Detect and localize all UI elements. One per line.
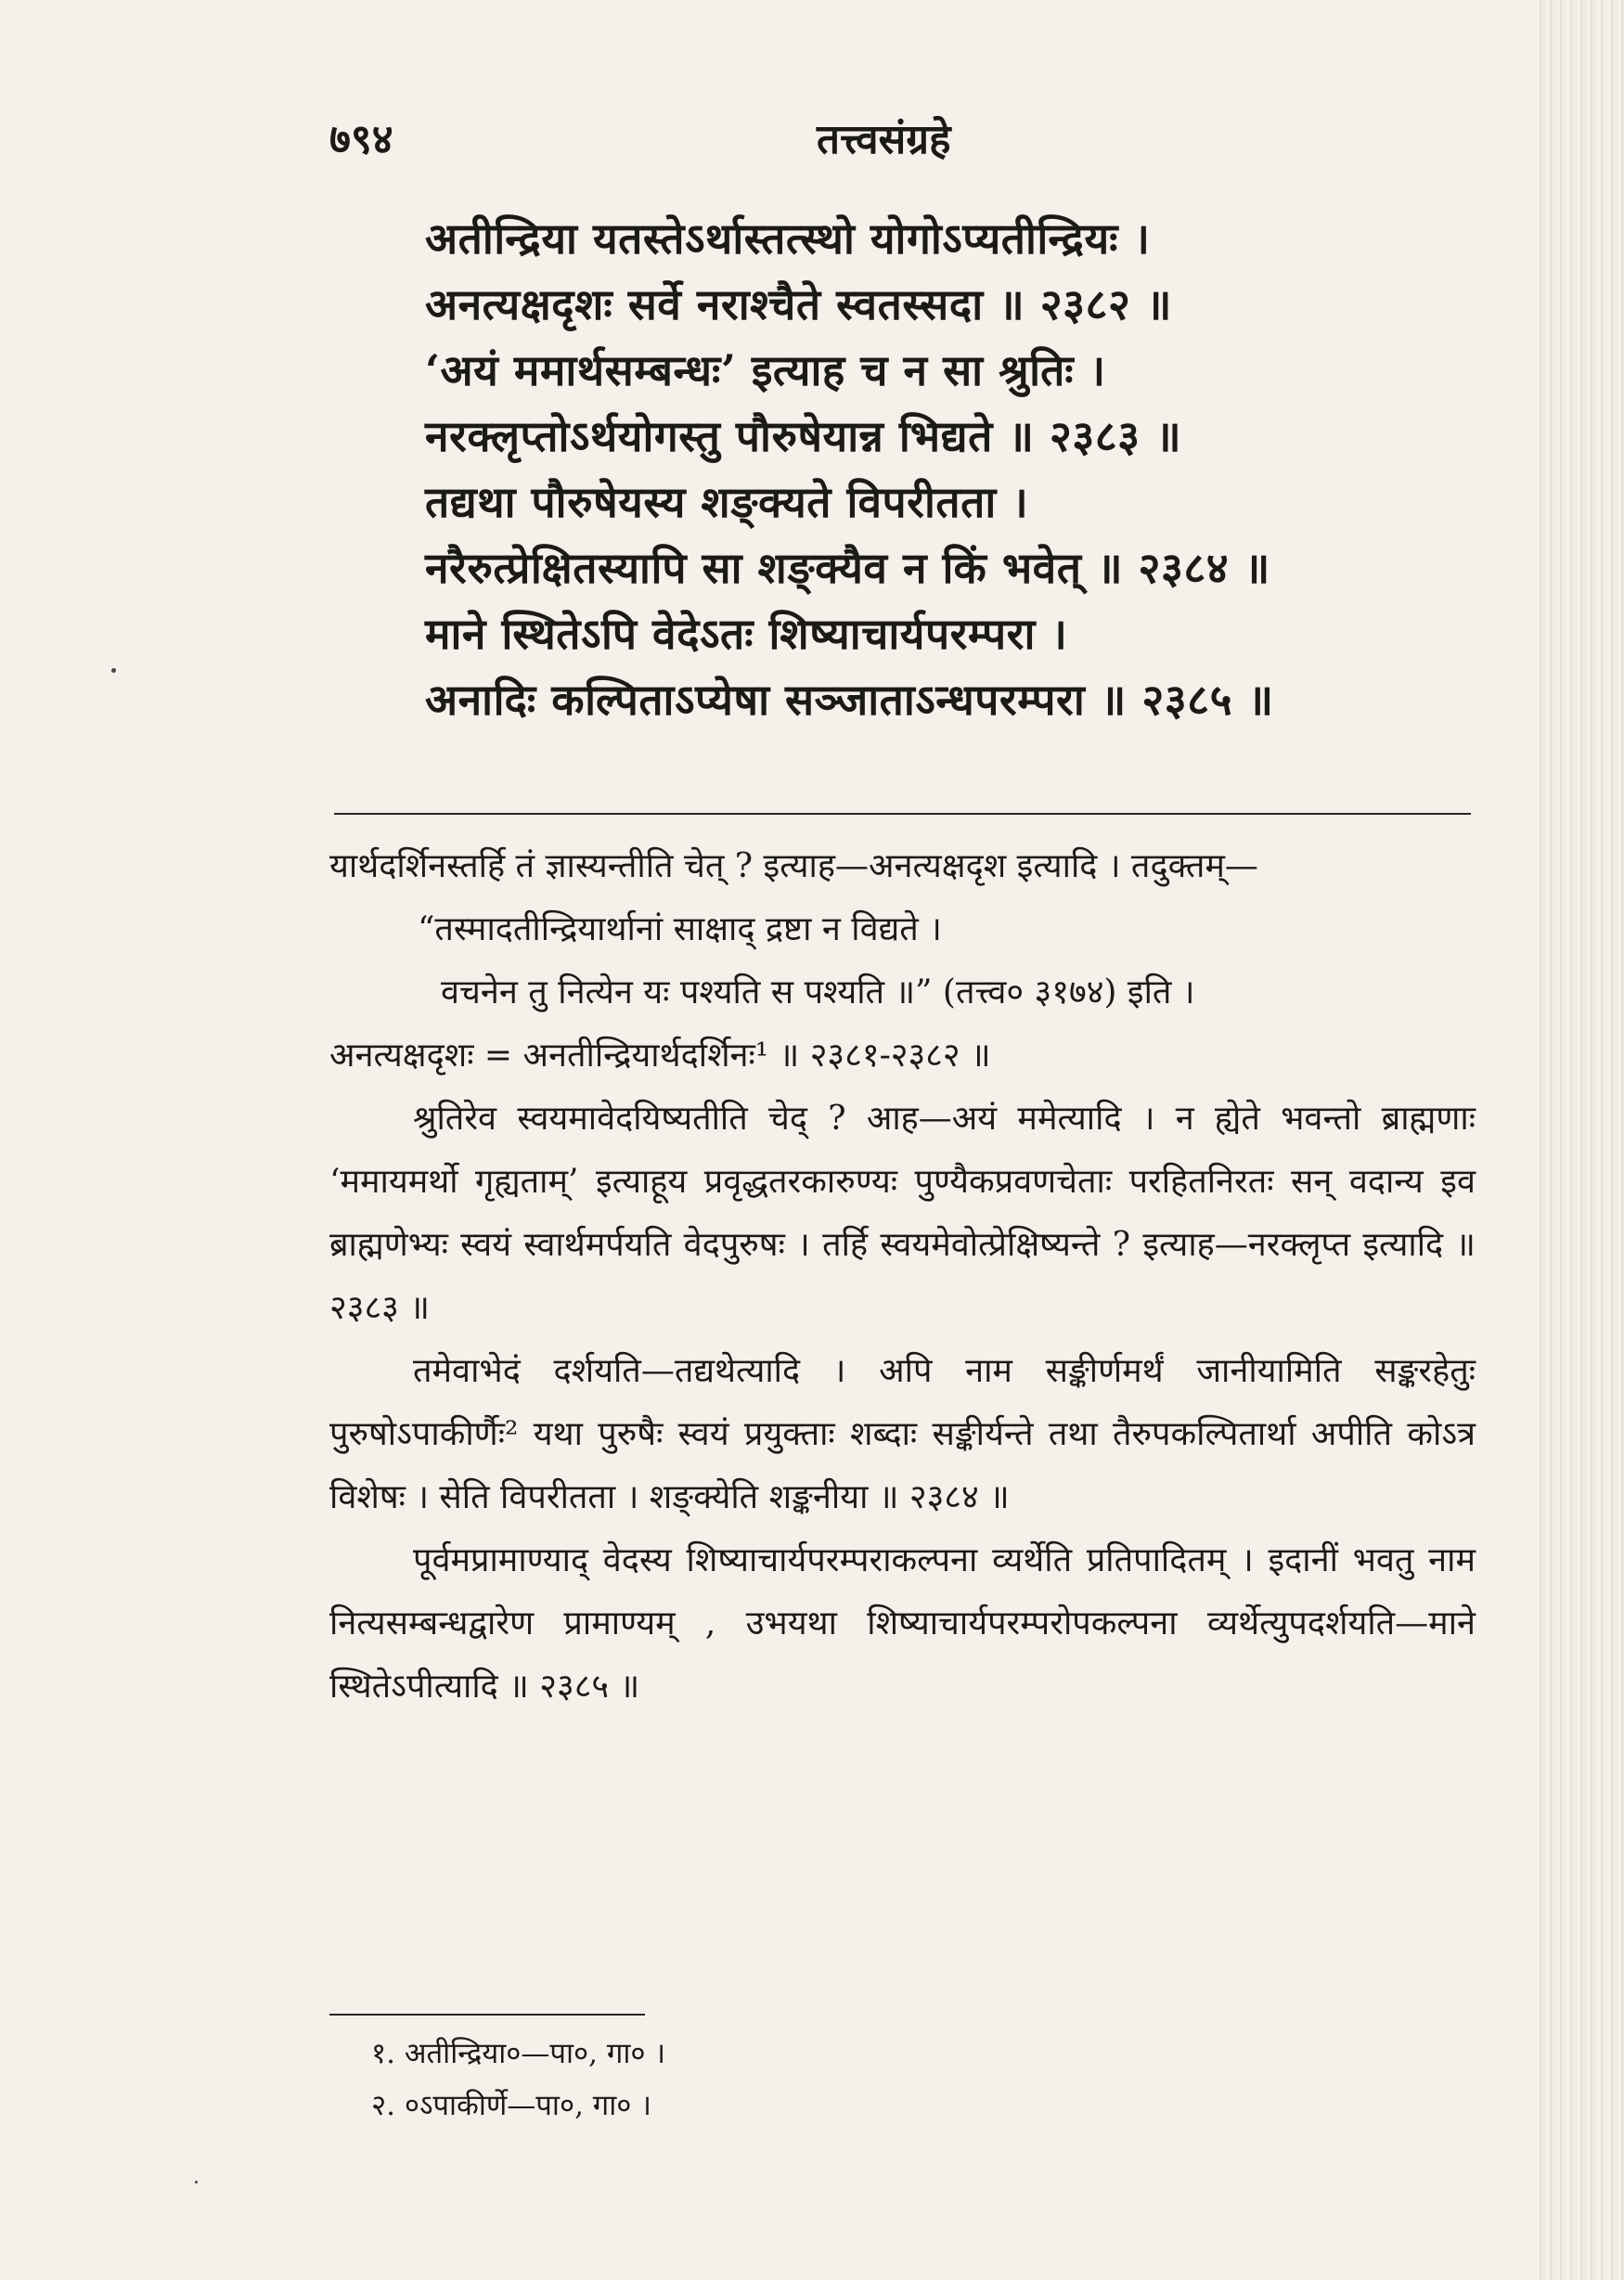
commentary-paragraph: यार्थदर्शिनस्तर्हि तं ज्ञास्यन्तीति चेत् ? इत्याह—अनत्यक्षदृश इत्यादि । तदुक्तम्— <box>329 847 1258 885</box>
running-head: तत्त्वसंग्रहे <box>817 116 951 163</box>
verse-line: अनादिः कल्पिताऽप्येषा सञ्जाताऽन्धपरम्परा ॥ २३८५ ॥ <box>425 675 1274 725</box>
page-edge-shadow <box>1536 0 1624 2280</box>
verse-commentary-divider <box>334 813 1471 815</box>
commentary-paragraph: अनत्यक्षदृशः = अनतीन्द्रियार्थदर्शिनः¹ ॥ २३८१-२३८२ ॥ <box>329 1037 991 1075</box>
footnote-divider <box>329 2014 645 2016</box>
commentary-paragraph: पूर्वमप्रामाण्याद् वेदस्य शिष्याचार्यपरम्पराकल्पना व्यर्थेति प्रतिपादितम् । इदानीं भवतु नाम नित्यसम्बन्धद्वारेण प्रामाण्यम् , उभयथा शिष्याचार्यपरम्परोपकल्पना व्यर्थेत्युपदर्शयति—माने स्थितेऽपीत्यादि ॥ २३८५ ॥ <box>329 1541 1476 1706</box>
quoted-verse-line: वचनेन तु नित्येन यः पश्यति स पश्यति ॥” (तत्त्व० ३१७४) इति । <box>441 973 1195 1011</box>
verse-line: तद्यथा पौरुषेयस्य शङ्क्यते विपरीतता । <box>425 477 1029 527</box>
quoted-verse-line: “तस्मादतीन्द्रियार्थानां साक्षाद् द्रष्टा न विद्यते । <box>418 910 942 948</box>
verse-line: ‘अयं ममार्थसम्बन्धः’ इत्याह च न सा श्रुतिः । <box>425 345 1106 395</box>
scan-speck <box>111 668 116 673</box>
page-header <box>329 109 1471 165</box>
page-number: ७९४ <box>329 116 393 163</box>
scan-speck <box>195 2181 198 2183</box>
commentary-block <box>329 835 1476 1719</box>
footnotes <box>371 2028 1114 2132</box>
verse-line: नरैरुत्प्रेक्षितस्यापि सा शङ्क्यैव न किं भवेत् ॥ २३८४ ॥ <box>425 543 1270 593</box>
footnote: १. अतीन्द्रिया०—पा०, गा० । <box>371 2037 666 2070</box>
verse-line: नरक्लृप्तोऽर्थयोगस्तु पौरुषेयान्न भिद्यते ॥ २३८३ ॥ <box>425 411 1182 461</box>
footnote: २. ०ऽपाकीर्णे—पा०, गा० । <box>371 2089 651 2122</box>
verse-line: माने स्थितेऽपि वेदेऽतः शिष्याचार्यपरम्परा । <box>425 609 1068 659</box>
verse-block <box>425 206 1455 733</box>
verse-line: अतीन्द्रिया यतस्तेऽर्थास्तत्स्थो योगोऽप्यतीन्द्रियः । <box>425 213 1151 264</box>
commentary-paragraph: तमेवाभेदं दर्शयति—तद्यथेत्यादि । अपि नाम सङ्कीर्णमर्थं जानीयामिति सङ्करहेतुः पुरुषोऽपाकीर्णैः² यथा पुरुषैः स्वयं प्रयुक्ताः शब्दाः सङ्कीर्यन्ते तथा तैरुपकल्पितार्था अपीति कोऽत्र विशेषः । सेति विपरीतता । शङ्क्येति शङ्कनीया ॥ २३८४ ॥ <box>329 1352 1476 1516</box>
commentary-paragraph: श्रुतिरेव स्वयमावेदयिष्यतीति चेद् ? आह—अयं ममेत्यादि । न ह्येते भवन्तो ब्राह्मणाः ‘ममायमर्थो गृह्यताम्’ इत्याहूय प्रवृद्धतरकारुण्यः पुण्यैकप्रवणचेताः परहितनिरतः सन् वदान्य इव ब्राह्मणेभ्यः स्वयं स्वार्थमर्पयति वेदपुरुषः । तर्हि स्वयमेवोत्प्रेक्षिष्यन्ते ? इत्याह—नरक्लृप्त इत्यादि ॥ २३८३ ॥ <box>329 1100 1476 1327</box>
verse-line: अनत्यक्षदृशः सर्वे नराश्चैते स्वतस्सदा ॥ २३८२ ॥ <box>425 279 1172 329</box>
